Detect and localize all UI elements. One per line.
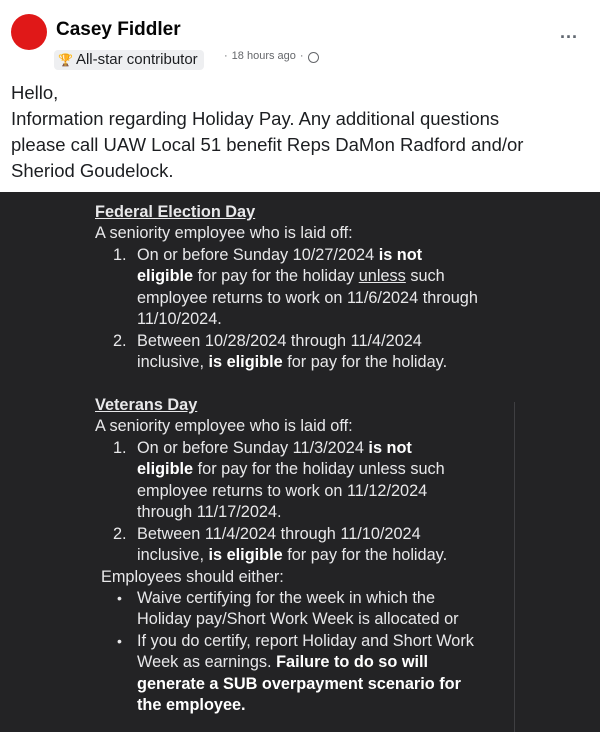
bullet-text: generate a SUB overpayment scenario for	[137, 675, 461, 693]
bullet-text: If you do certify, report Holiday and Short Work	[137, 632, 474, 650]
item-text: 11/10/2024.	[137, 310, 222, 328]
item-text: eligible for pay for the holiday unless such	[137, 267, 445, 285]
post-line: Information regarding Holiday Pay. Any additional questions	[11, 108, 500, 129]
attached-document-image[interactable]	[0, 192, 600, 732]
post-line: Hello,	[11, 82, 59, 103]
trophy-icon: 🏆	[58, 53, 73, 67]
bullet-text: Waive certifying for the week in which the	[137, 589, 436, 607]
badge-label: All-star contributor	[75, 51, 198, 68]
bullet: •	[117, 633, 122, 649]
bullet-text: Week as earnings. Failure to do so will	[137, 653, 429, 671]
post-line: Sheriod Goudelock.	[11, 160, 174, 181]
post-body	[11, 80, 596, 184]
item-text: inclusive, is eligible for pay for the holiday.	[137, 353, 448, 371]
item-number: 2.	[113, 525, 127, 543]
avatar[interactable]	[11, 14, 47, 50]
item-number: 2.	[113, 332, 127, 350]
item-text: inclusive, is eligible for pay for the holiday.	[137, 546, 448, 564]
section-heading-federal: Federal Election Day	[95, 203, 256, 221]
item-text: Between 10/28/2024 through 11/4/2024	[137, 332, 422, 350]
bullet: •	[117, 590, 122, 606]
bullet-text: Holiday pay/Short Work Week is allocated or	[137, 610, 459, 628]
item-text: eligible for pay for the holiday unless such	[137, 460, 445, 478]
item-number: 1.	[113, 439, 127, 457]
more-options-button[interactable]: ...	[559, 22, 578, 42]
divider-line	[514, 402, 515, 732]
section-intro: A seniority employee who is laid off:	[95, 224, 353, 242]
item-text: employee returns to work on 11/12/2024	[137, 482, 428, 500]
item-text: Between 11/4/2024 through 11/10/2024	[137, 525, 421, 543]
post-meta: · 18 hours ago ·	[224, 50, 319, 62]
post-line: please call UAW Local 51 benefit Reps DaMon Radford and/or	[11, 134, 524, 155]
employees-intro: Employees should either:	[101, 568, 284, 586]
item-number: 1.	[113, 246, 127, 264]
contributor-badge[interactable]	[54, 50, 204, 70]
item-text: On or before Sunday 11/3/2024 is not	[137, 439, 412, 457]
bullet-text: the employee.	[137, 696, 246, 714]
globe-icon[interactable]	[308, 52, 319, 63]
item-text: On or before Sunday 10/27/2024 is not	[137, 246, 423, 264]
item-text: employee returns to work on 11/6/2024 through	[137, 289, 478, 307]
post-time[interactable]: 18 hours ago	[231, 50, 296, 62]
item-text: through 11/17/2024.	[137, 503, 282, 521]
section-heading-veterans: Veterans Day	[95, 396, 198, 414]
section-intro: A seniority employee who is laid off:	[95, 417, 353, 435]
author-name[interactable]: Casey Fiddler	[56, 19, 181, 40]
post-header	[0, 0, 600, 76]
